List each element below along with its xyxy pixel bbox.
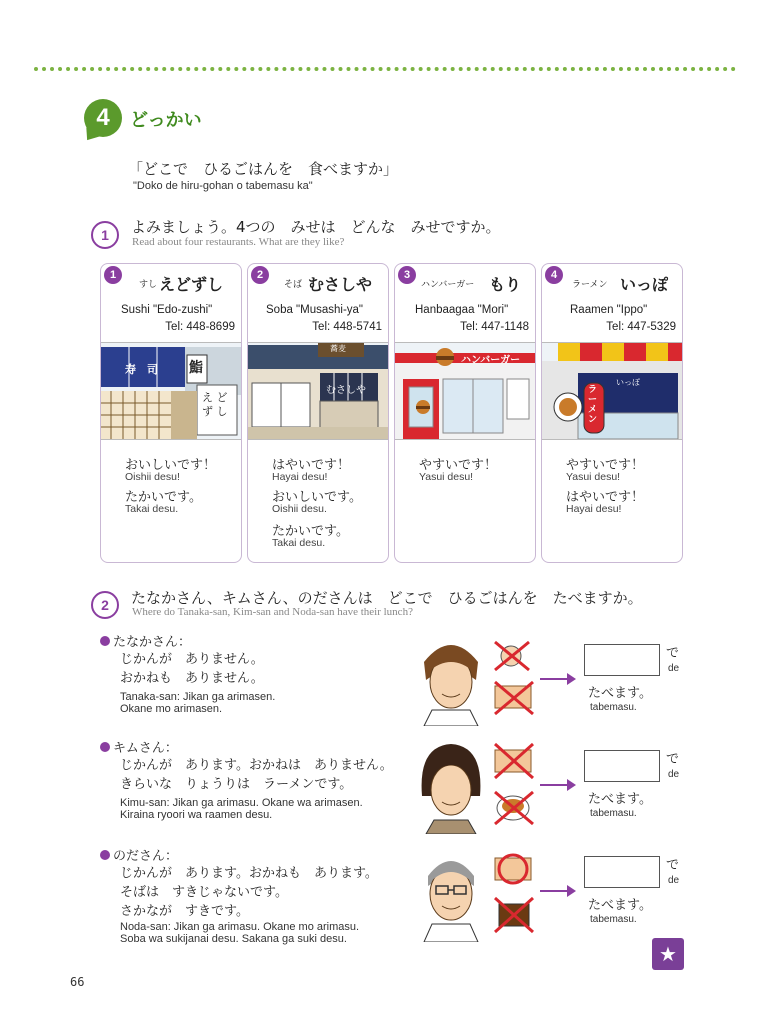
- hamburger-shop-illustration: [395, 342, 535, 440]
- money-and-no-soba-icons: [493, 848, 537, 934]
- de-romaji: de: [668, 769, 680, 780]
- tabemasu-romaji: tabemasu.: [590, 914, 637, 925]
- topic-japanese: 「どこで ひるごはんを 食べますか」: [128, 160, 399, 178]
- card-romaji: Raamen "Ippo": [570, 304, 648, 316]
- person-line: じかんが ありません。: [120, 652, 264, 667]
- comment-romaji: Takai desu.: [272, 537, 326, 549]
- comment-romaji: Hayai desu!: [566, 503, 622, 515]
- tabemasu-text: たべます。: [588, 686, 652, 701]
- restaurant-card-musashiya: [247, 263, 389, 563]
- person-romaji: Soba wa sukijanai desu. Sakana ga suki desu.: [120, 933, 347, 945]
- comment-japanese: おいしいです。: [272, 490, 362, 505]
- card-tel: Tel: 447-5329: [606, 321, 676, 333]
- person-line: そばは すきじゃないです。: [120, 885, 288, 900]
- tabemasu-romaji: tabemasu.: [590, 808, 637, 819]
- sushi-shop-illustration: [101, 342, 241, 440]
- section-title: どっかい: [130, 110, 202, 131]
- card-type: すし: [139, 280, 158, 290]
- task2-english: Where do Tanaka-san, Kim-san and Noda-san have their lunch?: [132, 606, 413, 618]
- star-icon: ★: [652, 938, 684, 970]
- tabemasu-romaji: tabemasu.: [590, 702, 637, 713]
- comment-japanese: はやいです！: [566, 490, 645, 505]
- de-romaji: de: [668, 663, 680, 674]
- restaurant-card-edozushi: [100, 263, 242, 563]
- page-number: 66: [70, 975, 85, 989]
- task1-number: 1: [91, 221, 119, 249]
- card-comment: [566, 486, 644, 515]
- answer-box-kim[interactable]: [584, 750, 660, 782]
- comment-romaji: Yasui desu!: [566, 471, 621, 483]
- comment-japanese: やすいです！: [566, 458, 645, 473]
- card-type: そば: [284, 280, 303, 290]
- card-tel: Tel: 447-1148: [460, 321, 529, 333]
- bullet-icon: [100, 636, 110, 646]
- card-tel: Tel: 448-5741: [312, 321, 382, 333]
- comment-japanese: はやいです！: [272, 458, 351, 473]
- card-romaji: Hanbaagaa "Mori": [415, 304, 509, 316]
- comment-japanese: たかいです。: [272, 524, 349, 539]
- task1-english: Read about four restaurants. What are they like?: [132, 236, 345, 248]
- restaurant-card-ippo: [541, 263, 683, 563]
- person-line: きらいな りょうりは ラーメンです。: [120, 777, 353, 792]
- card-comment: [125, 486, 202, 515]
- bullet-icon: [100, 850, 110, 860]
- de-particle: で: [666, 752, 680, 767]
- arrow-icon: [540, 890, 574, 892]
- person-romaji: Okane mo arimasen.: [120, 703, 223, 715]
- de-particle: で: [666, 646, 680, 661]
- card-romaji: Sushi "Edo-zushi": [121, 304, 213, 316]
- comment-japanese: やすいです！: [419, 458, 498, 473]
- task2-instruction: たなかさん、キムさん、のださんは どこで ひるごはんを たべますか。: [131, 589, 643, 607]
- no-time-no-money-icons: [493, 638, 537, 718]
- person-romaji: Kiraina ryoori wa raamen desu.: [120, 809, 273, 821]
- card-name: いっぽ: [620, 275, 669, 294]
- person-name: キムさん：: [113, 741, 178, 756]
- card-name: もり: [489, 275, 522, 294]
- comment-romaji: Oishii desu.: [272, 503, 327, 515]
- task1-instruction: よみましょう。4つの みせは どんな みせですか。: [131, 218, 501, 236]
- top-divider: [34, 67, 736, 71]
- person-name: たなかさん：: [113, 635, 192, 650]
- comment-romaji: Oishii desu!: [125, 471, 180, 483]
- restaurant-card-mori: [394, 263, 536, 563]
- arrow-icon: [540, 784, 574, 786]
- card-comment: [272, 454, 350, 483]
- answer-box-noda[interactable]: [584, 856, 660, 888]
- card-comment: [272, 520, 349, 549]
- shop-lantern-text: ラーメン: [588, 385, 598, 425]
- card-comment: [272, 486, 362, 515]
- tabemasu-text: たべます。: [588, 792, 652, 807]
- no-money-no-ramen-icons: [493, 742, 537, 828]
- card-number: 2: [251, 266, 269, 284]
- kim-portrait-illustration: [418, 740, 484, 834]
- section-number-badge: 4: [84, 99, 122, 137]
- soba-shop-illustration: [248, 342, 388, 440]
- card-comment: [566, 454, 644, 483]
- card-comment: [419, 454, 497, 483]
- shop-standing-sign: え ど ず し: [202, 391, 228, 418]
- person-name: のださん：: [113, 849, 179, 864]
- de-particle: で: [666, 858, 680, 873]
- person-romaji: Tanaka-san: Jikan ga arimasen.: [120, 691, 276, 703]
- person-line: じかんが あります。おかねは ありません。: [120, 758, 393, 773]
- person-line: さかなが すきです。: [120, 904, 249, 919]
- comment-japanese: たかいです。: [125, 490, 202, 505]
- answer-box-tanaka[interactable]: [584, 644, 660, 676]
- shop-noren-text: 寿 司: [125, 363, 158, 376]
- noda-portrait-illustration: [418, 846, 484, 942]
- ramen-shop-illustration: [542, 342, 682, 440]
- card-number: 1: [104, 266, 122, 284]
- task2-number: 2: [91, 591, 119, 619]
- person-line: おかねも ありません。: [120, 671, 264, 686]
- shop-noren-text: むさしや: [326, 385, 366, 396]
- comment-romaji: Takai desu.: [125, 503, 179, 515]
- card-name: えどずし: [159, 275, 224, 294]
- person-noda-text: [100, 845, 378, 945]
- shop-noren-text: いっぽ: [616, 378, 640, 387]
- shop-sign-text: ハンバーガー: [461, 355, 521, 366]
- topic-romaji: "Doko de hiru-gohan o tabemasu ka": [133, 180, 313, 192]
- comment-japanese: おいしいです！: [125, 458, 217, 473]
- person-romaji: Noda-san: Jikan ga arimasu. Okane mo arimasu.: [120, 921, 360, 933]
- person-romaji: Kimu-san: Jikan ga arimasu. Okane wa arimasen.: [120, 797, 363, 809]
- card-name: むさしや: [308, 275, 373, 294]
- comment-romaji: Hayai desu!: [272, 471, 328, 483]
- tanaka-portrait-illustration: [418, 632, 484, 726]
- de-romaji: de: [668, 875, 680, 886]
- arrow-icon: [540, 678, 574, 680]
- card-type: ハンバーガー: [421, 280, 475, 290]
- card-comment: [125, 454, 216, 483]
- person-line: じかんが あります。おかねも あります。: [120, 866, 378, 881]
- card-number: 3: [398, 266, 416, 284]
- shop-sign-kanji: 鮨: [189, 360, 203, 376]
- person-tanaka-text: [100, 631, 275, 715]
- card-tel: Tel: 448-8699: [165, 321, 235, 333]
- comment-romaji: Yasui desu!: [419, 471, 474, 483]
- person-kim-text: [100, 737, 393, 821]
- card-romaji: Soba "Musashi-ya": [266, 304, 364, 316]
- card-number: 4: [545, 266, 563, 284]
- card-type: ラーメン: [572, 280, 608, 290]
- tabemasu-text: たべます。: [588, 898, 652, 913]
- bullet-icon: [100, 742, 110, 752]
- shop-roof-sign: 蕎麦: [330, 344, 346, 353]
